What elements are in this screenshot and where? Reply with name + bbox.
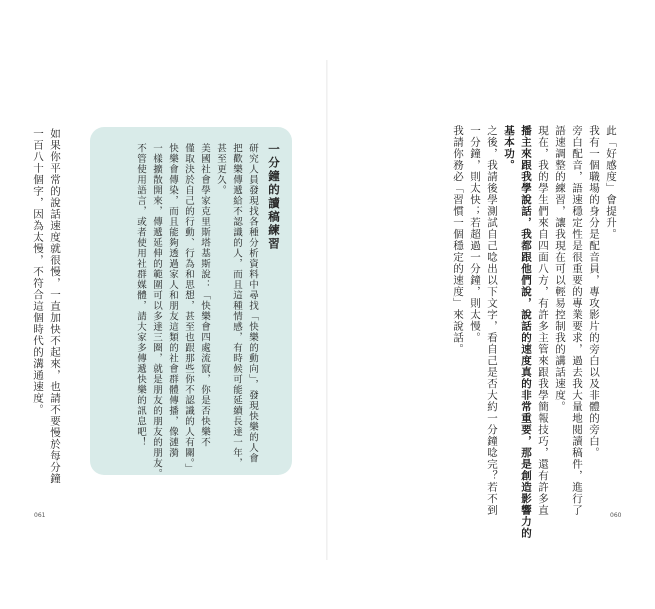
callout-paragraph: 把歡樂傳遞給不認識的人，而且這種情感，有時候可能延續長達一年， [231,143,242,469]
callout-body [132,143,282,479]
paragraph: 一百八十個字，因為太慢，不符合這個時代的溝通速度。 [32,128,44,416]
paragraph-bold: 播主來跟我學說話，我都跟他們說，說話的速度真的非常重要，那是創造影響力的 [520,125,532,539]
page-number: 060 [610,512,622,519]
page-number: 061 [34,512,46,519]
callout-paragraph: 甚至更久。 [215,143,226,196]
callout-paragraph: 研究人員發現找各種分析資料中尋找「快樂的動向」，發現快樂的人會 [247,143,258,464]
right-page [328,0,655,609]
reading-practice-callout [90,127,292,479]
paragraph: 之後，我請後學測試自己唸出以下文字，看自己是否大約一分鐘唸完？若不到 [486,125,498,516]
callout-paragraph: 一樣擴散開來，傳遞延伸的範圍可以多達三圈，就是朋友的朋友的朋友。 [151,143,162,479]
left-page [0,0,327,609]
paragraph: 語速調整的練習，讓我現在可以輕易控制我的講話速度。 [554,125,566,413]
callout-paragraph: 僅取決於自己的行動、行為和思想，甚至也跟那些你不認識的人有關。」 [183,143,194,475]
paragraph: 旁白配音，語速穩定性是很重要的專業要求，過去我大量地閱讀稿件，進行了 [571,125,583,516]
paragraph: 我請你務必「習慣一個穩定的速度」來說話。 [452,125,464,355]
left-page-body [29,128,63,485]
paragraph-bold: 基本功。 [503,125,515,171]
callout-paragraph: 不管使用語言，或者使用社群媒體，請大家多傳遞快樂的訊息吧！ [135,143,146,448]
paragraph: 一分鐘，則太快；若超過一分鐘，則太慢。 [469,125,481,344]
callout-title: 一分鐘的讀稿練習 [267,143,281,251]
paragraph: 現在，我的學生們來自四面八方，有許多主管來跟我學簡報技巧，還有許多直 [537,125,549,516]
paragraph: 如果你平常的說話速度就很慢，一直加快不起來，也請不要慢於每分鐘 [49,128,61,485]
paragraph: 我有一個職場的身分是配音員，專攻影片的旁白以及非體的旁白。 [588,125,600,459]
callout-paragraph: 美國社會學家克里斯塔基斯說：「快樂會四處流竄，你是否快樂不 [199,143,210,448]
paragraph: 此「好感度」會提升。 [605,125,617,240]
callout-paragraph: 快樂會傳染，而且能夠透過家人和朋友這類的社會群體傳播，像漣漪 [167,143,178,458]
